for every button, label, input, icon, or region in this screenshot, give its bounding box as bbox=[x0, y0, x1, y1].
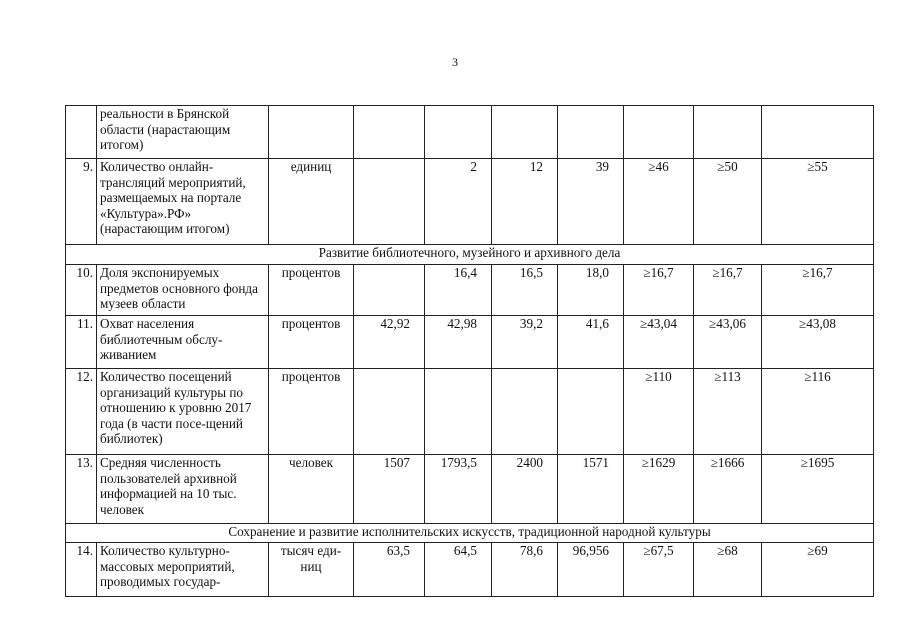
page-number: 3 bbox=[452, 55, 458, 69]
value-cell: ≥110 bbox=[624, 369, 694, 455]
value-cell bbox=[558, 106, 624, 159]
row-number-cell: 9. bbox=[66, 159, 97, 245]
value-cell: 96,956 bbox=[558, 543, 624, 597]
row-number-cell: 13. bbox=[66, 455, 97, 524]
value-cell: ≥69 bbox=[762, 543, 874, 597]
value-cell: 41,6 bbox=[558, 316, 624, 369]
value-cell: 42,92 bbox=[354, 316, 425, 369]
value-cell: ≥43,04 bbox=[624, 316, 694, 369]
value-cell bbox=[694, 106, 762, 159]
value-cell: ≥16,7 bbox=[762, 265, 874, 316]
value-cell: 1571 bbox=[558, 455, 624, 524]
value-cell: ≥46 bbox=[624, 159, 694, 245]
value-cell: 12 bbox=[492, 159, 558, 245]
value-cell bbox=[354, 369, 425, 455]
indicators-table bbox=[65, 105, 874, 597]
row-number-cell: 14. bbox=[66, 543, 97, 597]
value-cell: 16,4 bbox=[425, 265, 492, 316]
table-row-continuation bbox=[66, 106, 874, 159]
value-cell: 16,5 bbox=[492, 265, 558, 316]
table-row bbox=[66, 316, 874, 369]
indicator-name-cell: Количество онлайн-трансляций мероприятий, размещаемых на портале «Культура».РФ» (нарастающим итогом) bbox=[97, 159, 269, 245]
table-row bbox=[66, 159, 874, 245]
value-cell bbox=[492, 369, 558, 455]
value-cell: ≥116 bbox=[762, 369, 874, 455]
value-cell bbox=[558, 369, 624, 455]
indicator-name-cell: Средняя численность пользователей архивной информацией на 10 тыс. человек bbox=[97, 455, 269, 524]
value-cell: ≥55 bbox=[762, 159, 874, 245]
indicator-name-cell: Количество посещений организаций культуры по отношению к уровню 2017 года (в части посе-щений библиотек) bbox=[97, 369, 269, 455]
section-row bbox=[66, 524, 874, 543]
table-row bbox=[66, 265, 874, 316]
value-cell bbox=[354, 159, 425, 245]
value-cell bbox=[425, 369, 492, 455]
section-title-arts: Сохранение и развитие исполнительских искусств, традиционной народной культуры bbox=[66, 524, 874, 543]
value-cell bbox=[492, 106, 558, 159]
value-cell: ≥68 bbox=[694, 543, 762, 597]
value-cell: ≥1629 bbox=[624, 455, 694, 524]
value-cell: ≥16,7 bbox=[624, 265, 694, 316]
unit-cell: процентов bbox=[269, 265, 354, 316]
unit-cell bbox=[269, 106, 354, 159]
unit-cell: единиц bbox=[269, 159, 354, 245]
row-number-cell: 12. bbox=[66, 369, 97, 455]
indicator-name-cell: реальности в Брянской области (нарастающим итогом) bbox=[97, 106, 269, 159]
value-cell: ≥43,06 bbox=[694, 316, 762, 369]
indicator-name-cell: Количество культурно-массовых мероприятий, проводимых государ- bbox=[97, 543, 269, 597]
table-row bbox=[66, 543, 874, 597]
unit-cell: процентов bbox=[269, 369, 354, 455]
value-cell: ≥113 bbox=[694, 369, 762, 455]
value-cell: 63,5 bbox=[354, 543, 425, 597]
indicator-name-cell: Доля экспонируемых предметов основного фонда музеев области bbox=[97, 265, 269, 316]
value-cell: 2400 bbox=[492, 455, 558, 524]
value-cell: 18,0 bbox=[558, 265, 624, 316]
value-cell: 1507 bbox=[354, 455, 425, 524]
value-cell: 39 bbox=[558, 159, 624, 245]
value-cell: ≥1666 bbox=[694, 455, 762, 524]
value-cell: ≥67,5 bbox=[624, 543, 694, 597]
unit-cell: человек bbox=[269, 455, 354, 524]
value-cell: 42,98 bbox=[425, 316, 492, 369]
table-row bbox=[66, 455, 874, 524]
row-number-cell: 11. bbox=[66, 316, 97, 369]
row-number-cell bbox=[66, 106, 97, 159]
value-cell: 2 bbox=[425, 159, 492, 245]
value-cell: ≥1695 bbox=[762, 455, 874, 524]
value-cell: ≥50 bbox=[694, 159, 762, 245]
value-cell: 78,6 bbox=[492, 543, 558, 597]
value-cell: 64,5 bbox=[425, 543, 492, 597]
unit-cell: процентов bbox=[269, 316, 354, 369]
value-cell: 39,2 bbox=[492, 316, 558, 369]
value-cell bbox=[354, 265, 425, 316]
value-cell: 1793,5 bbox=[425, 455, 492, 524]
section-title-library: Развитие библиотечного, музейного и архивного дела bbox=[66, 245, 874, 265]
table-row bbox=[66, 369, 874, 455]
value-cell bbox=[624, 106, 694, 159]
indicator-name-cell: Охват населения библиотечным обслу-живанием bbox=[97, 316, 269, 369]
unit-cell: тысяч еди-ниц bbox=[269, 543, 354, 597]
value-cell bbox=[762, 106, 874, 159]
value-cell: ≥43,08 bbox=[762, 316, 874, 369]
value-cell bbox=[425, 106, 492, 159]
value-cell bbox=[354, 106, 425, 159]
row-number-cell: 10. bbox=[66, 265, 97, 316]
value-cell: ≥16,7 bbox=[694, 265, 762, 316]
section-row bbox=[66, 245, 874, 265]
